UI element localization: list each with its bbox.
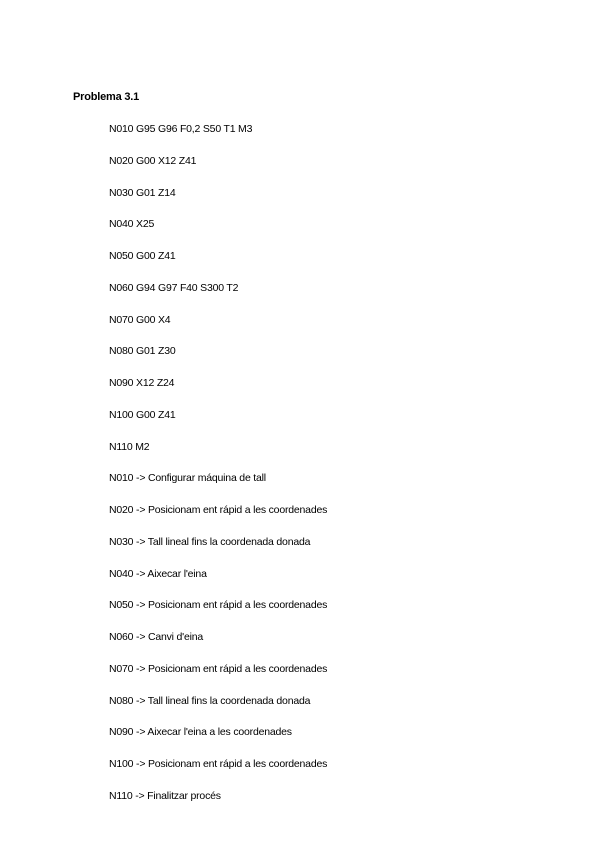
code-line: N090 X12 Z24: [109, 377, 175, 389]
explanation-line: N100 -> Posicionam ent rápid a les coordenades: [109, 758, 328, 770]
explanation-line: N070 -> Posicionam ent rápid a les coordenades: [109, 662, 328, 675]
explanation-line: N110 -> Finalitzar procés: [109, 789, 221, 802]
explanation-line: N090 -> Aixecar l'eina a les coordenades: [109, 726, 292, 739]
program-lines-list: [109, 122, 327, 821]
code-line: N080 G01 Z30: [109, 345, 176, 358]
code-line: N110 M2: [109, 440, 150, 453]
explanation-line: N080 -> Tall lineal fins la coordenada donada: [109, 694, 311, 707]
explanation-line: N020 -> Posicionam ent rápid a les coordenades: [109, 504, 328, 516]
code-line: N020 G00 X12 Z41: [109, 154, 197, 167]
explanation-line: N060 -> Canvi d'eina: [109, 631, 204, 643]
explanation-line: N050 -> Posicionam ent rápid a les coordenades: [109, 599, 328, 612]
code-line: N050 G00 Z41: [109, 250, 176, 262]
problem-title: Problema 3.1: [73, 91, 140, 103]
code-line: N030 G01 Z14: [109, 186, 176, 199]
code-line: N010 G95 G96 F0,2 S50 T1 M3: [109, 123, 253, 135]
code-line: N100 G00 Z41: [109, 408, 176, 421]
explanation-line: N030 -> Tall lineal fins la coordenada donada: [109, 535, 311, 548]
explanation-line: N040 -> Aixecar l'eina: [109, 567, 207, 580]
code-line: N040 X25: [109, 218, 155, 231]
code-line: N070 G00 X4: [109, 313, 171, 326]
code-line: N060 G94 G97 F40 S300 T2: [109, 281, 239, 294]
explanation-line: N010 -> Configurar máquina de tall: [109, 472, 266, 485]
